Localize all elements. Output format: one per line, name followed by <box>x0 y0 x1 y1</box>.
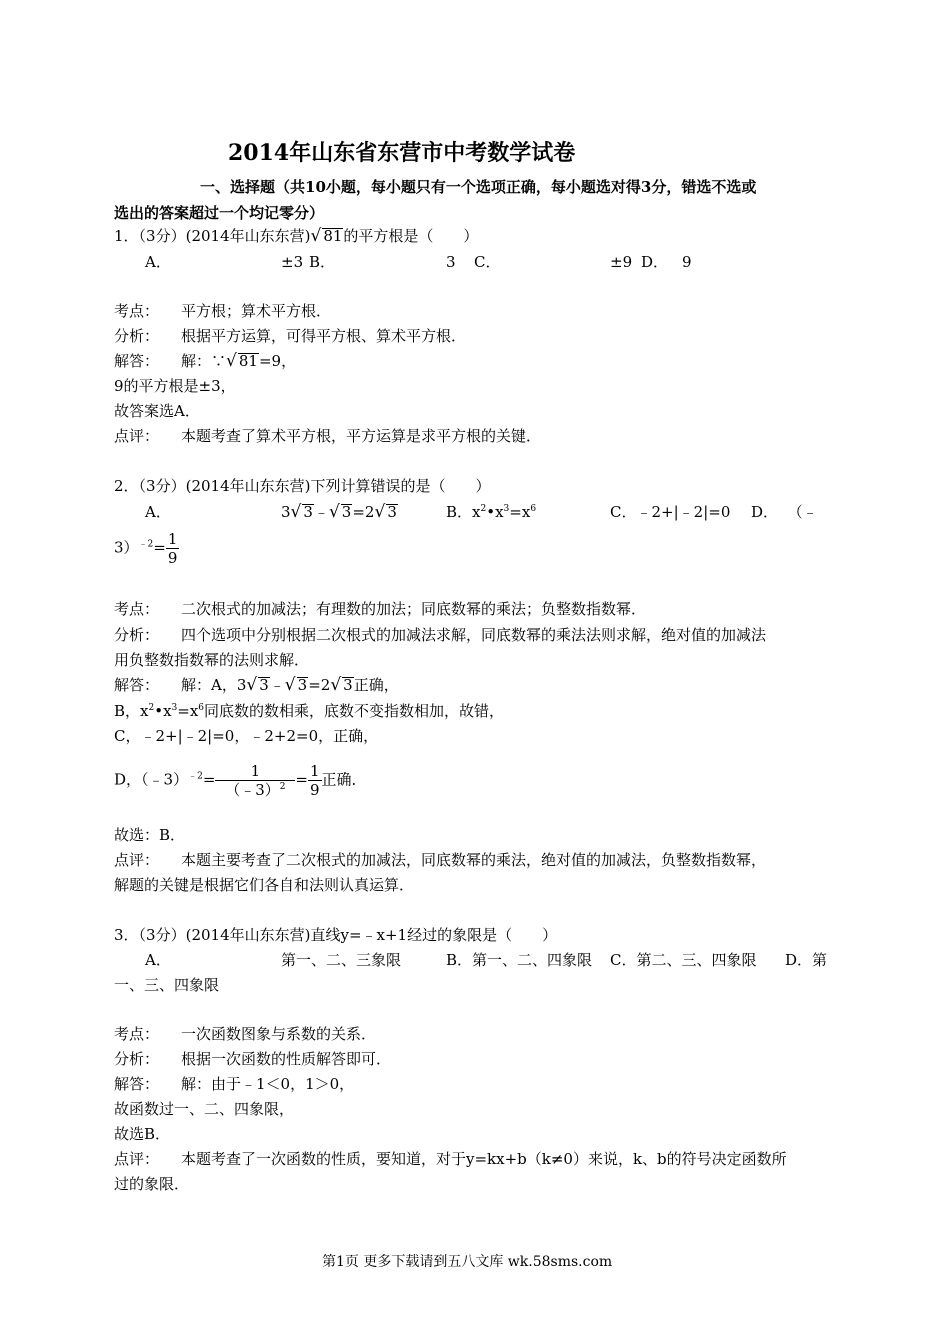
q1-option-b: B． <box>309 253 336 271</box>
q2-stem: 2．（3分）(2014年山东东营)下列计算错误的是（ ） <box>114 477 491 495</box>
q3-kaodian-label: 考点： <box>114 1025 160 1043</box>
q2-dianping-line2: 解题的关键是根据它们各自和法则认真运算． <box>114 876 415 894</box>
q2-solution-a: 解：A，3√ 3﹣√ 3=2√ 3正确， <box>181 675 399 695</box>
q3-dianping-label: 点评： <box>114 1150 160 1168</box>
q1-option-b-value: 3 <box>446 253 456 271</box>
q2-option-c: C．﹣2+|﹣2|=0 <box>610 503 731 521</box>
q2-fenxi-line2: 用负整数指数幂的法则求解． <box>114 651 310 669</box>
q3-fenxi-label: 分析： <box>114 1050 160 1068</box>
q1-kaodian: 平方根；算术平方根． <box>181 302 332 320</box>
q1-option-d-value: 9 <box>682 253 692 271</box>
page-footer: 第1页 更多下载请到五八文库 wk.58sms.com <box>322 1254 613 1270</box>
q3-kaodian: 一次函数图象与系数的关系． <box>181 1025 377 1043</box>
section-heading-line2: 选出的答案超过一个均记零分） <box>114 204 325 222</box>
q3-fenxi: 根据一次函数的性质解答即可． <box>181 1050 392 1068</box>
q3-option-d: D．第 <box>785 951 828 969</box>
q1-dianping: 本题考查了算术平方根，平方运算是求平方根的关键． <box>181 427 542 445</box>
q1-option-d: D． <box>641 253 669 271</box>
q3-solution-line2: 故函数过一、二、四象限， <box>114 1100 295 1118</box>
q3-dianping: 本题考查了一次函数的性质，要知道，对于y=kx+b（k≠0）来说，k、b的符号决定函数所 <box>181 1150 787 1168</box>
q1-option-a: A． <box>145 253 171 271</box>
q3-option-a-value: 第一、二、三象限 <box>281 951 402 969</box>
q2-option-b: B．$x^2•x^3=x^6$ <box>446 503 537 521</box>
q3-dianping-line2: 过的象限． <box>114 1175 190 1193</box>
q2-solution-b: B，$x^2•x^3=x^6$同底数的数相乘，底数不变指数相加，故错， <box>114 702 505 720</box>
q1-fenxi: 根据平方运算，可得平方根、算术平方根． <box>181 327 467 345</box>
q3-option-b: B．第一、二、四象限 <box>446 951 593 969</box>
q1-option-c-value: ±9 <box>610 253 633 271</box>
section-heading-line1: 一、选择题（共10小题，每小题只有一个选项正确，每小题选对得3分，错选不选或 <box>200 178 757 196</box>
q1-stem: 1．（3分）(2014年山东东营)√ 81的平方根是（ ） <box>114 226 479 246</box>
q3-solution-line3: 故选B． <box>114 1125 171 1143</box>
q2-fenxi-label: 分析： <box>114 626 160 644</box>
q2-conclusion: 故选：B． <box>114 826 186 844</box>
q1-option-a-value: ±3 <box>281 253 304 271</box>
q2-solution-c: C，﹣2+|﹣2|=0，﹣2+2=0，正确， <box>114 727 379 745</box>
q1-jieda-label: 解答： <box>114 352 160 370</box>
q1-option-c: C． <box>474 253 501 271</box>
q1-solution-line3: 故答案选A． <box>114 402 200 420</box>
q3-option-c: C．第二、三、四象限 <box>610 951 757 969</box>
q1-fenxi-label: 分析： <box>114 327 160 345</box>
q3-jieda-label: 解答： <box>114 1075 160 1093</box>
q3-option-d-cont: 一、三、四象限 <box>114 976 220 994</box>
q2-kaodian: 二次根式的加减法；有理数的加法；同底数幂的乘法；负整数指数幂． <box>181 600 647 618</box>
q2-kaodian-label: 考点： <box>114 600 160 618</box>
q2-dianping-label: 点评： <box>114 851 160 869</box>
q2-option-d: D． （﹣ <box>751 503 818 521</box>
q3-solution-line1: 解：由于﹣1＜0，1＞0， <box>181 1075 355 1093</box>
q2-jieda-label: 解答： <box>114 676 160 694</box>
q3-option-a: A． <box>145 951 171 969</box>
q2-solution-d: D，（﹣3）$^{﹣2}$= $\frac{1}{(﹣3)^2}$ = $\frac{1}{9}$ 正确． <box>114 762 367 799</box>
q1-kaodian-label: 考点： <box>114 302 160 320</box>
q1-dianping-label: 点评： <box>114 427 160 445</box>
q1-solution-line1: 解：∵√ 81=9， <box>181 351 297 371</box>
q2-fenxi: 四个选项中分别根据二次根式的加减法求解，同底数幂的乘法法则求解，绝对值的加减法 <box>181 626 767 644</box>
q3-stem: 3．（3分）(2014年山东东营)直线y=﹣x+1经过的象限是（ ） <box>114 926 558 944</box>
q2-option-d-value: 3）$^{﹣2}$= $\frac{1}{9}$ <box>114 530 178 567</box>
q1-solution-line2: 9的平方根是±3， <box>114 377 236 395</box>
q2-option-a: A． <box>145 503 171 521</box>
q2-dianping: 本题主要考查了二次根式的加减法，同底数幂的乘法，绝对值的加减法，负整数指数幂， <box>181 851 767 869</box>
q2-option-a-value: 3√ 3﹣√ 3=2√ 3 <box>281 502 397 522</box>
page-title: 2014年山东省东营市中考数学试卷 <box>228 140 576 166</box>
